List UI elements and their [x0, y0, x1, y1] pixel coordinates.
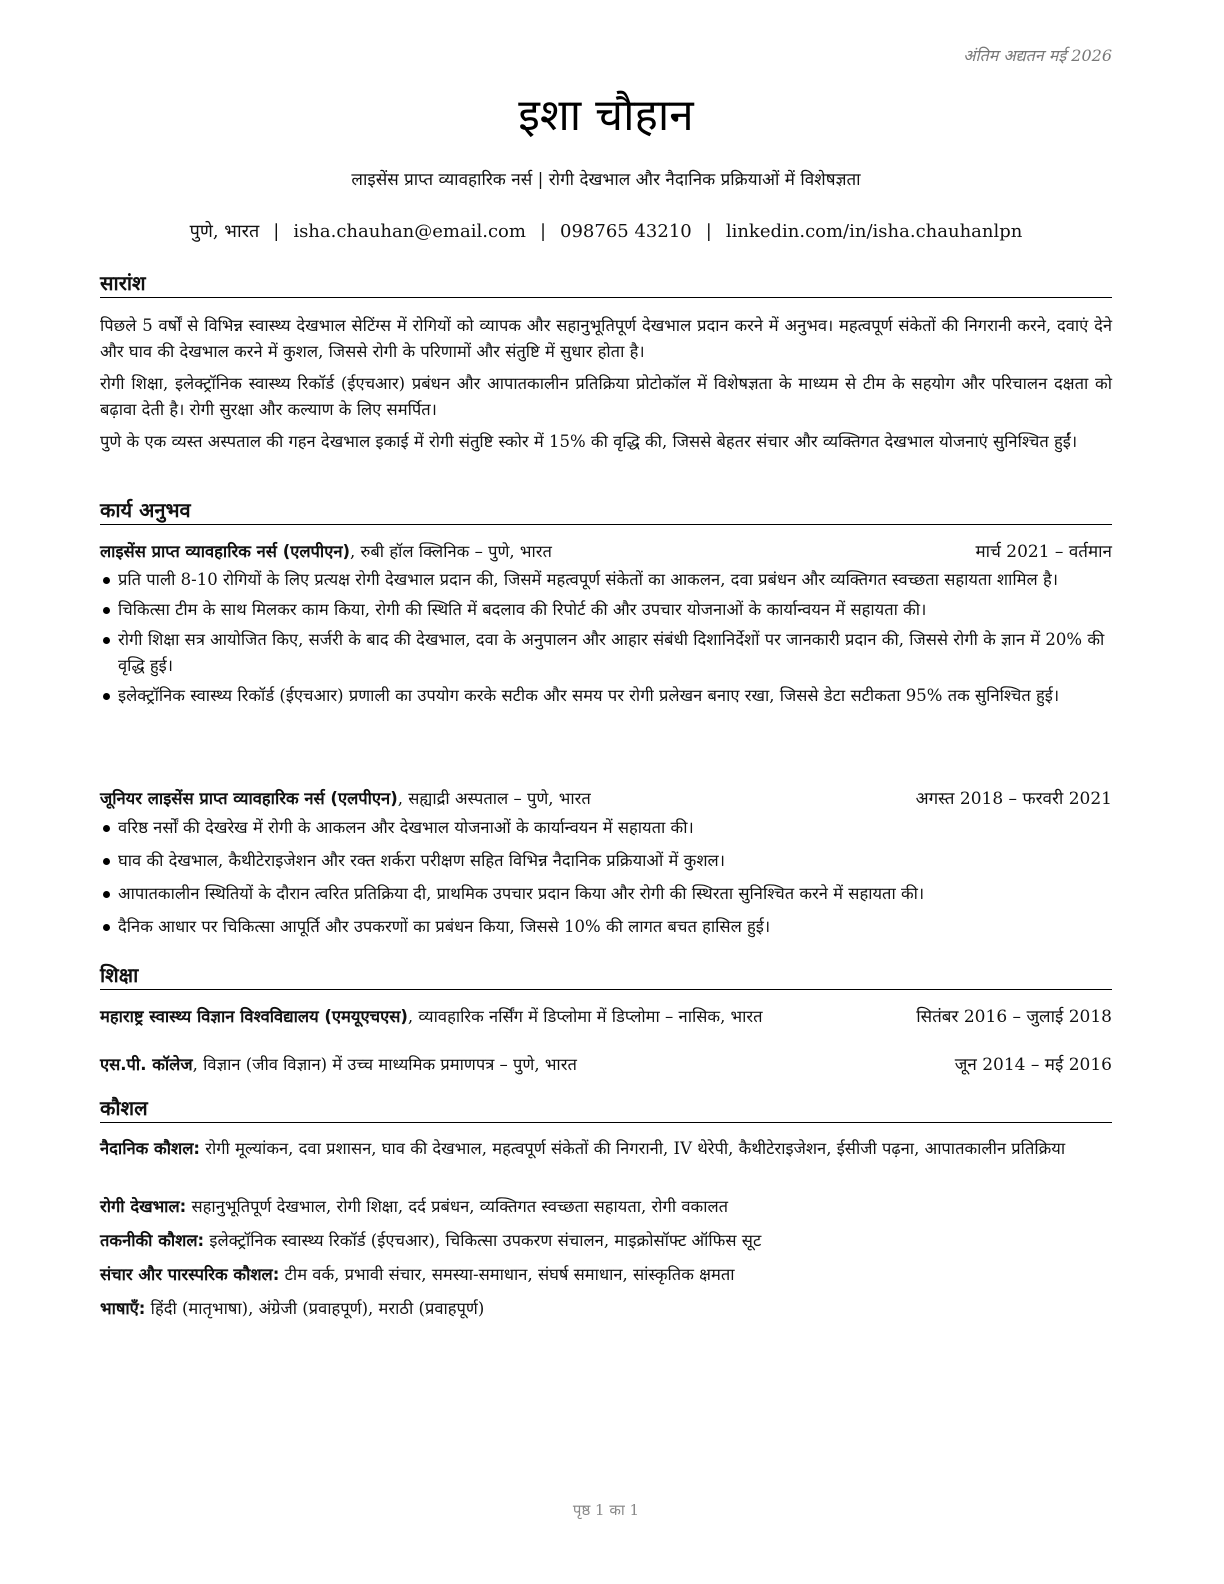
education-detail: , विज्ञान (जीव विज्ञान) में उच्च माध्यमिक प्रमाणपत्र – पुणे, भारत [192, 1055, 577, 1074]
candidate-name: इशा चौहान [518, 90, 694, 141]
skill-text: टीम वर्क, प्रभावी संचार, समस्या-समाधान, संघर्ष समाधान, सांस्कृतिक क्षमता [279, 1265, 735, 1284]
job-bullet: चिकित्सा टीम के साथ मिलकर काम किया, रोगी की स्थिति में बदलाव की रिपोर्ट की और उपचार योजनाओं के कार्यान्वयन में सहायता की। [100, 597, 1112, 623]
skill-row [100, 1296, 1112, 1322]
summary-paragraph: पुणे के एक व्यस्त अस्पताल की गहन देखभाल इकाई में रोगी संतुष्टि स्कोर में 15% की वृद्धि की, जिससे बेहतर संचार और व्यक्तिगत देखभाल योजनाएं सुनिश्चित हुईं। [100, 432, 1078, 451]
contact-email[interactable]: isha.chauhan@email.com [293, 221, 526, 242]
job-bullet: रोगी शिक्षा सत्र आयोजित किए, सर्जरी के बाद की देखभाल, दवा के अनुपालन और आहार संबंधी दिशानिर्देशों पर जानकारी प्रदान की, जिससे रोगी के ज्ञान में 20% की वृद्धि हुई। [100, 627, 1112, 679]
skill-label: नैदानिक कौशल: [100, 1139, 200, 1158]
skill-row [100, 1194, 1112, 1220]
job-bullet: आपातकालीन स्थितियों के दौरान त्वरित प्रतिक्रिया दी, प्राथमिक उपचार प्रदान किया और रोगी की स्थिरता सुनिश्चित करने में सहायता की। [100, 881, 1112, 907]
skill-label: तकनीकी कौशल: [100, 1231, 205, 1250]
education-dates: सितंबर 2016 – जुलाई 2018 [916, 1007, 1112, 1027]
job-dates: अगस्त 2018 – फरवरी 2021 [915, 789, 1112, 809]
page-footer: पृष्ठ 1 का 1 [572, 1501, 640, 1519]
job-bullets [100, 567, 1112, 709]
job-role: लाइसेंस प्राप्त व्यावहारिक नर्स (एलपीएन) [100, 542, 351, 561]
skill-label: संचार और पारस्परिक कौशल: [100, 1265, 280, 1284]
summary-heading: सारांश [100, 270, 1112, 298]
contact-phone[interactable]: 098765 43210 [560, 221, 692, 242]
job-header [100, 787, 1112, 811]
resume-page [100, 0, 1112, 1584]
skill-row [100, 1228, 1112, 1254]
job-bullet: प्रति पाली 8-10 रोगियों के लिए प्रत्यक्ष रोगी देखभाल प्रदान की, जिसमें महत्वपूर्ण संकेतों का आकलन, दवा प्रबंधन और व्यक्तिगत स्वच्छता सहायता शामिल है। [100, 567, 1112, 593]
skills-heading: कौशल [100, 1095, 1112, 1123]
skill-label: भाषाएँ: [100, 1299, 146, 1318]
skill-row [100, 1136, 1112, 1162]
job-dates: मार्च 2021 – वर्तमान [975, 542, 1112, 562]
job-bullet: वरिष्ठ नर्सों की देखरेख में रोगी के आकलन और देखभाल योजनाओं के कार्यान्वयन में सहायता की। [100, 815, 1112, 841]
job-bullet: घाव की देखभाल, कैथीटेराइजेशन और रक्त शर्करा परीक्षण सहित विभिन्न नैदानिक प्रक्रियाओं में कुशल। [100, 848, 1112, 874]
summary-paragraph: पिछले 5 वर्षों से विभिन्न स्वास्थ्य देखभाल सेटिंग्स में रोगियों को व्यापक और सहानुभूतिपूर्ण देखभाल प्रदान करने में अनुभव। महत्वपूर्ण संकेतों की निगरानी करने, दवाएं देने और घाव की देखभाल करने में कुशल, जिससे रोगी के परिणामों और संतुष्टि में सुधार होता है। [100, 316, 1112, 361]
education-dates: जून 2014 – मई 2016 [954, 1055, 1112, 1075]
skill-row [100, 1262, 1112, 1288]
education-item [100, 1005, 1112, 1029]
education-item [100, 1053, 1112, 1077]
summary-paragraph: रोगी शिक्षा, इलेक्ट्रॉनिक स्वास्थ्य रिकॉर्ड (ईएचआर) प्रबंधन और आपातकालीन प्रतिक्रिया प्रोटोकॉल में विशेषज्ञता के माध्यम से टीम के सहयोग और परिचालन दक्षता को बढ़ावा देती है। रोगी सुरक्षा और कल्याण के लिए समर्पित। [100, 374, 1112, 419]
last-updated: अंतिम अद्यतन मई 2026 [963, 46, 1112, 65]
contact-location: पुणे, भारत [189, 221, 260, 242]
skill-text: हिंदी (मातृभाषा), अंग्रेजी (प्रवाहपूर्ण), मराठी (प्रवाहपूर्ण) [145, 1299, 485, 1318]
skill-text: रोगी मूल्यांकन, दवा प्रशासन, घाव की देखभाल, महत्वपूर्ण संकेतों की निगरानी, IV थेरेपी, कैथीटेराइजेशन, ईसीजी पढ़ना, आपातकालीन प्रतिक्रिया [200, 1139, 1066, 1158]
contact-separator: | [539, 221, 547, 242]
contact-linkedin[interactable]: linkedin.com/in/isha.chauhanlpn [725, 221, 1023, 242]
job-role: जूनियर लाइसेंस प्राप्त व्यावहारिक नर्स (एलपीएन) [100, 789, 398, 808]
education-detail: , व्यावहारिक नर्सिंग में डिप्लोमा में डिप्लोमा – नासिक, भारत [407, 1007, 763, 1026]
skill-label: रोगी देखभाल: [100, 1197, 187, 1216]
job-bullet: दैनिक आधार पर चिकित्सा आपूर्ति और उपकरणों का प्रबंधन किया, जिससे 10% की लागत बचत हासिल हुई। [100, 914, 1112, 940]
skill-text: सहानुभूतिपूर्ण देखभाल, रोगी शिक्षा, दर्द प्रबंधन, व्यक्तिगत स्वच्छता सहायता, रोगी वकालत [186, 1197, 729, 1216]
education-school: एस.पी. कॉलेज [100, 1055, 193, 1074]
job-place: , सह्याद्री अस्पताल – पुणे, भारत [397, 789, 591, 808]
job-bullets [100, 815, 1112, 940]
education-school: महाराष्ट्र स्वास्थ्य विज्ञान विश्वविद्यालय (एमयूएचएस) [100, 1007, 408, 1026]
contact-separator: | [705, 221, 712, 242]
skill-text: इलेक्ट्रॉनिक स्वास्थ्य रिकॉर्ड (ईएचआर), चिकित्सा उपकरण संचालन, माइक्रोसॉफ्ट ऑफिस सूट [204, 1231, 762, 1250]
experience-heading: कार्य अनुभव [100, 497, 1112, 525]
education-heading: शिक्षा [100, 962, 1112, 990]
contact-separator: | [273, 221, 280, 242]
job-header [100, 540, 1112, 564]
job-bullet: इलेक्ट्रॉनिक स्वास्थ्य रिकॉर्ड (ईएचआर) प्रणाली का उपयोग करके सटीक और समय पर रोगी प्रलेखन बनाए रखा, जिससे डेटा सटीकता 95% तक सुनिश्चित हुई। [100, 683, 1112, 709]
headline: लाइसेंस प्राप्त व्यावहारिक नर्स | रोगी देखभाल और नैदानिक प्रक्रियाओं में विशेषज्ञता [351, 170, 861, 190]
job-place: , रुबी हॉल क्लिनिक – पुणे, भारत [350, 542, 552, 561]
contact-line [100, 220, 1112, 244]
